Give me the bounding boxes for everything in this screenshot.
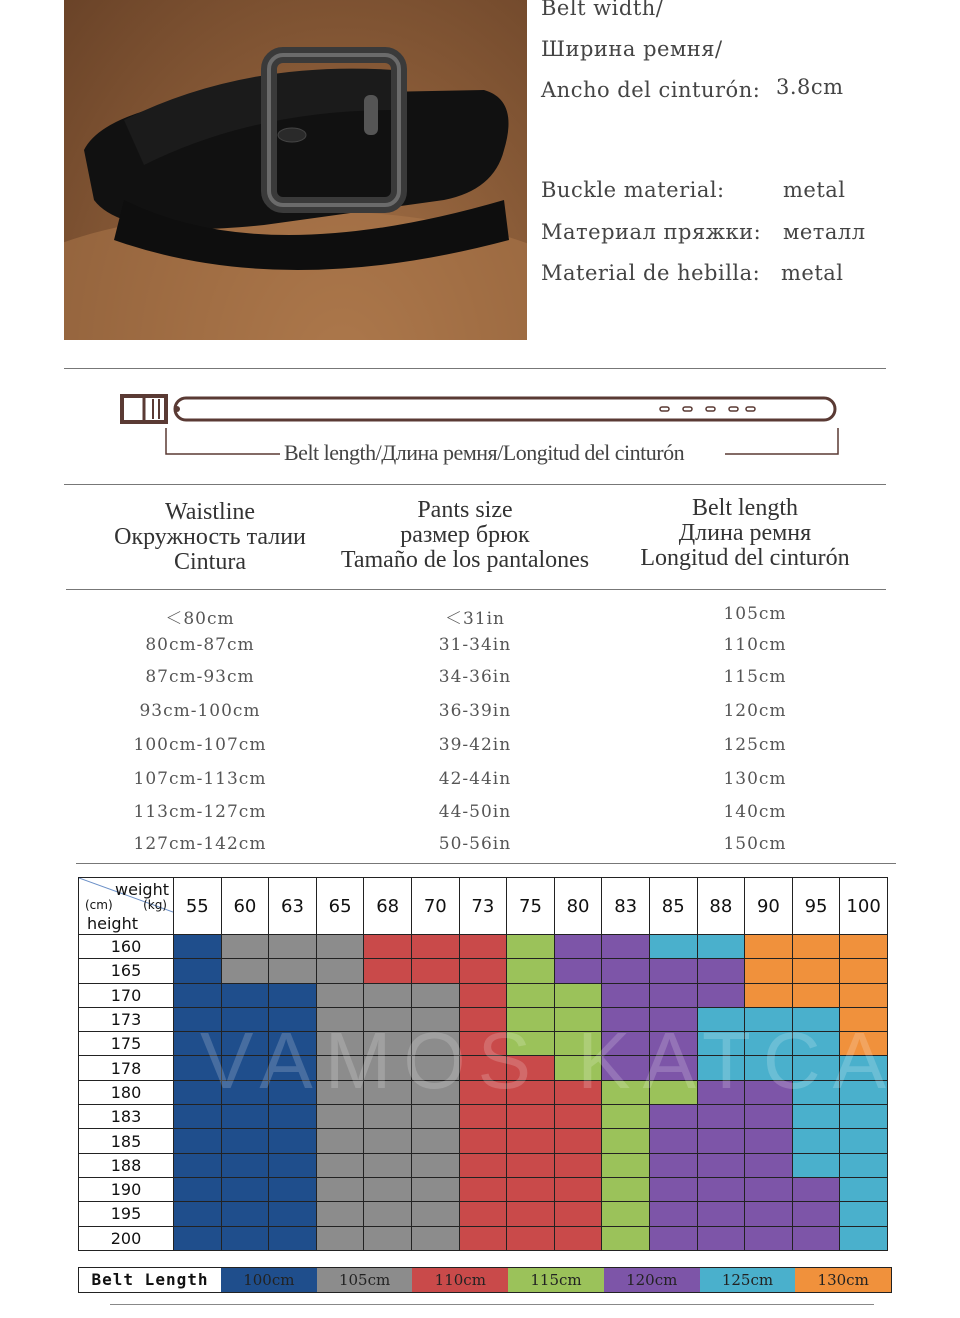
spec-width-en: Belt width/ — [541, 0, 664, 20]
grid-cell — [745, 959, 793, 983]
grid-cell — [174, 983, 222, 1007]
grid-cell — [507, 935, 555, 959]
grid-cell — [221, 1202, 269, 1226]
grid-cell — [459, 1202, 507, 1226]
grid-cell — [411, 935, 459, 959]
grid-cell — [745, 1129, 793, 1153]
weight-header: 55 — [174, 878, 222, 935]
size-cell: 107cm-113cm — [133, 769, 267, 789]
height-label: 180 — [79, 1080, 174, 1104]
grid-cell — [602, 935, 650, 959]
grid-cell — [649, 983, 697, 1007]
divider — [64, 368, 886, 369]
grid-cell — [697, 959, 745, 983]
grid-cell — [840, 1153, 888, 1177]
weight-header: 75 — [507, 878, 555, 935]
belt-length-label: Belt length/Длина ремня/Longitud del cinturón — [284, 440, 685, 465]
grid-cell — [221, 1129, 269, 1153]
grid-cell — [649, 1153, 697, 1177]
grid-cell — [745, 1177, 793, 1201]
grid-cell — [459, 1153, 507, 1177]
grid-cell — [649, 1202, 697, 1226]
grid-cell — [745, 1153, 793, 1177]
grid-cell — [364, 1105, 412, 1129]
grid-cell — [174, 1129, 222, 1153]
grid-cell — [459, 983, 507, 1007]
size-cell: 125cm — [723, 735, 787, 755]
grid-cell — [459, 1129, 507, 1153]
weight-header: 95 — [792, 878, 840, 935]
corner-height-label: height — [87, 914, 138, 933]
grid-cell — [174, 1202, 222, 1226]
grid-cell — [411, 1153, 459, 1177]
grid-cell — [697, 1129, 745, 1153]
divider — [64, 484, 886, 485]
grid-cell — [459, 1177, 507, 1201]
weight-header: 63 — [269, 878, 317, 935]
grid-cell — [269, 1129, 317, 1153]
divider — [66, 589, 886, 590]
grid-cell — [174, 1153, 222, 1177]
grid-cell — [792, 959, 840, 983]
grid-cell — [554, 1177, 602, 1201]
grid-cell — [364, 1153, 412, 1177]
grid-cell — [602, 1153, 650, 1177]
header-belt-length: Belt length Длина ремня Longitud del cinturón — [640, 495, 850, 571]
grid-cell — [221, 1153, 269, 1177]
grid-cell — [745, 1105, 793, 1129]
grid-cell — [364, 959, 412, 983]
grid-cell — [411, 1226, 459, 1250]
weight-header: 65 — [316, 878, 364, 935]
grid-cell — [269, 1177, 317, 1201]
header-waistline: Waistline Окружность талии Cintura — [114, 499, 306, 575]
size-cell: 80cm-87cm — [145, 635, 255, 655]
grid-corner — [79, 878, 174, 935]
grid-cell — [649, 1226, 697, 1250]
belt-photo — [64, 0, 527, 340]
grid-cell — [602, 1226, 650, 1250]
weight-header: 83 — [602, 878, 650, 935]
grid-cell — [602, 959, 650, 983]
grid-cell — [507, 1105, 555, 1129]
corner-cm-label: (cm) — [85, 898, 113, 912]
size-cell: 34-36in — [438, 667, 512, 687]
height-label: 175 — [79, 1032, 174, 1056]
grid-cell — [792, 1177, 840, 1201]
grid-cell — [840, 1202, 888, 1226]
size-cell: 31-34in — [438, 635, 512, 655]
header-pants-size: Pants size размер брюк Tamaño de los pantalones — [340, 497, 590, 573]
grid-cell — [316, 1177, 364, 1201]
grid-cell — [745, 1202, 793, 1226]
grid-cell — [411, 1177, 459, 1201]
height-label: 185 — [79, 1129, 174, 1153]
grid-cell — [554, 1129, 602, 1153]
grid-cell — [507, 1177, 555, 1201]
height-label: 200 — [79, 1226, 174, 1250]
grid-cell — [697, 1153, 745, 1177]
grid-cell — [221, 983, 269, 1007]
grid-cell — [840, 1129, 888, 1153]
grid-cell — [316, 1129, 364, 1153]
grid-cell — [554, 935, 602, 959]
grid-cell — [459, 959, 507, 983]
size-cell: 100cm-107cm — [133, 735, 267, 755]
grid-cell — [269, 1202, 317, 1226]
grid-cell — [269, 1226, 317, 1250]
grid-cell — [649, 959, 697, 983]
spec-width-value: 3.8cm — [776, 75, 844, 99]
spec-buckle-value-ru: металл — [783, 220, 866, 244]
grid-cell — [411, 983, 459, 1007]
grid-cell — [364, 935, 412, 959]
watermark: VAMOS KATCAL — [200, 1016, 955, 1105]
weight-header: 88 — [697, 878, 745, 935]
grid-cell — [459, 1226, 507, 1250]
grid-cell — [507, 959, 555, 983]
legend-item: 105cm — [317, 1268, 413, 1292]
legend-item: 115cm — [508, 1268, 604, 1292]
spec-buckle-value-es: metal — [781, 261, 844, 285]
height-label: 190 — [79, 1177, 174, 1201]
height-label: 188 — [79, 1153, 174, 1177]
height-label: 178 — [79, 1056, 174, 1080]
grid-cell — [697, 1105, 745, 1129]
grid-cell — [745, 1226, 793, 1250]
grid-cell — [840, 1177, 888, 1201]
size-cell: 50-56in — [438, 834, 512, 854]
weight-header: 80 — [554, 878, 602, 935]
grid-cell — [792, 1105, 840, 1129]
grid-cell — [459, 935, 507, 959]
grid-cell — [364, 1202, 412, 1226]
grid-cell — [411, 1202, 459, 1226]
divider — [76, 863, 896, 864]
size-cell: 105cm — [723, 604, 787, 624]
grid-cell — [649, 935, 697, 959]
size-cell: 39-42in — [438, 735, 512, 755]
grid-cell — [507, 983, 555, 1007]
spec-buckle-es: Material de hebilla: — [541, 261, 761, 285]
grid-cell — [649, 1105, 697, 1129]
grid-cell — [316, 1226, 364, 1250]
size-cell: 115cm — [723, 667, 787, 687]
spec-width-es: Ancho del cinturón: — [541, 78, 761, 102]
grid-cell — [316, 935, 364, 959]
spec-buckle-ru: Материал пряжки: — [541, 220, 762, 244]
grid-cell — [411, 1105, 459, 1129]
grid-cell — [649, 1177, 697, 1201]
grid-cell — [697, 1202, 745, 1226]
grid-cell — [554, 1105, 602, 1129]
grid-cell — [269, 983, 317, 1007]
grid-cell — [840, 1105, 888, 1129]
legend-item: 110cm — [412, 1268, 508, 1292]
size-cell: 110cm — [723, 635, 787, 655]
size-cell: 87cm-93cm — [145, 667, 255, 687]
grid-cell — [840, 935, 888, 959]
corner-kg-label: (kg) — [143, 898, 167, 912]
grid-cell — [649, 1129, 697, 1153]
grid-cell — [364, 1177, 412, 1201]
weight-header: 100 — [840, 878, 888, 935]
grid-cell — [697, 1226, 745, 1250]
grid-cell — [840, 959, 888, 983]
size-cell: 42-44in — [438, 769, 512, 789]
grid-cell — [792, 1153, 840, 1177]
legend-title: Belt Length — [79, 1268, 221, 1292]
grid-cell — [792, 935, 840, 959]
grid-cell — [554, 1202, 602, 1226]
height-label: 183 — [79, 1105, 174, 1129]
grid-cell — [792, 1202, 840, 1226]
weight-header: 70 — [411, 878, 459, 935]
height-label: 165 — [79, 959, 174, 983]
spec-buckle-en: Buckle material: — [541, 178, 725, 202]
grid-cell — [174, 1105, 222, 1129]
grid-cell — [507, 1226, 555, 1250]
weight-header: 60 — [221, 878, 269, 935]
weight-header: 73 — [459, 878, 507, 935]
size-cell: 120cm — [723, 701, 787, 721]
legend-item: 130cm — [795, 1268, 891, 1292]
grid-cell — [174, 959, 222, 983]
size-cell: ＜31in — [444, 609, 506, 629]
grid-cell — [316, 959, 364, 983]
height-label: 160 — [79, 935, 174, 959]
grid-cell — [602, 1129, 650, 1153]
weight-header: 85 — [649, 878, 697, 935]
grid-cell — [269, 1153, 317, 1177]
grid-cell — [174, 935, 222, 959]
height-label: 195 — [79, 1202, 174, 1226]
grid-cell — [840, 1226, 888, 1250]
grid-cell — [602, 1177, 650, 1201]
legend-item: 120cm — [604, 1268, 700, 1292]
belt-length-legend — [78, 1267, 892, 1293]
spec-buckle-value-en: metal — [783, 178, 846, 202]
grid-cell — [745, 935, 793, 959]
grid-cell — [792, 983, 840, 1007]
grid-cell — [602, 1105, 650, 1129]
size-cell: 127cm-142cm — [133, 834, 267, 854]
grid-cell — [221, 1105, 269, 1129]
grid-cell — [507, 1202, 555, 1226]
weight-header: 90 — [745, 878, 793, 935]
grid-cell — [792, 1226, 840, 1250]
legend-item: 100cm — [221, 1268, 317, 1292]
grid-cell — [792, 1129, 840, 1153]
grid-cell — [364, 983, 412, 1007]
grid-cell — [602, 983, 650, 1007]
grid-cell — [174, 1177, 222, 1201]
size-cell: 150cm — [723, 834, 787, 854]
grid-cell — [364, 1226, 412, 1250]
weight-header: 68 — [364, 878, 412, 935]
size-cell: 113cm-127cm — [133, 802, 267, 822]
height-label: 170 — [79, 983, 174, 1007]
grid-cell — [697, 983, 745, 1007]
size-cell: 130cm — [723, 769, 787, 789]
grid-cell — [745, 983, 793, 1007]
size-cell: 140cm — [723, 802, 787, 822]
size-cell: ＜80cm — [165, 609, 235, 629]
grid-cell — [507, 1129, 555, 1153]
grid-cell — [459, 1105, 507, 1129]
divider — [110, 1304, 874, 1305]
grid-cell — [174, 1226, 222, 1250]
spec-width-ru: Ширина ремня/ — [541, 37, 723, 61]
corner-weight-label: weight — [115, 880, 169, 899]
legend-item: 125cm — [700, 1268, 796, 1292]
grid-cell — [554, 983, 602, 1007]
grid-cell — [316, 1153, 364, 1177]
size-cell: 93cm-100cm — [139, 701, 261, 721]
grid-cell — [316, 1105, 364, 1129]
grid-cell — [269, 1105, 317, 1129]
height-label: 173 — [79, 1007, 174, 1031]
grid-cell — [221, 1177, 269, 1201]
grid-cell — [507, 1153, 555, 1177]
grid-cell — [554, 1153, 602, 1177]
grid-cell — [411, 959, 459, 983]
grid-cell — [269, 935, 317, 959]
grid-cell — [697, 1177, 745, 1201]
grid-cell — [221, 935, 269, 959]
size-cell: 44-50in — [438, 802, 512, 822]
grid-cell — [554, 1226, 602, 1250]
size-cell: 36-39in — [438, 701, 512, 721]
grid-cell — [840, 983, 888, 1007]
grid-cell — [269, 959, 317, 983]
grid-cell — [364, 1129, 412, 1153]
grid-cell — [411, 1129, 459, 1153]
grid-cell — [554, 959, 602, 983]
grid-cell — [316, 1202, 364, 1226]
grid-cell — [697, 935, 745, 959]
grid-cell — [602, 1202, 650, 1226]
grid-cell — [221, 1226, 269, 1250]
grid-cell — [221, 959, 269, 983]
grid-cell — [316, 983, 364, 1007]
